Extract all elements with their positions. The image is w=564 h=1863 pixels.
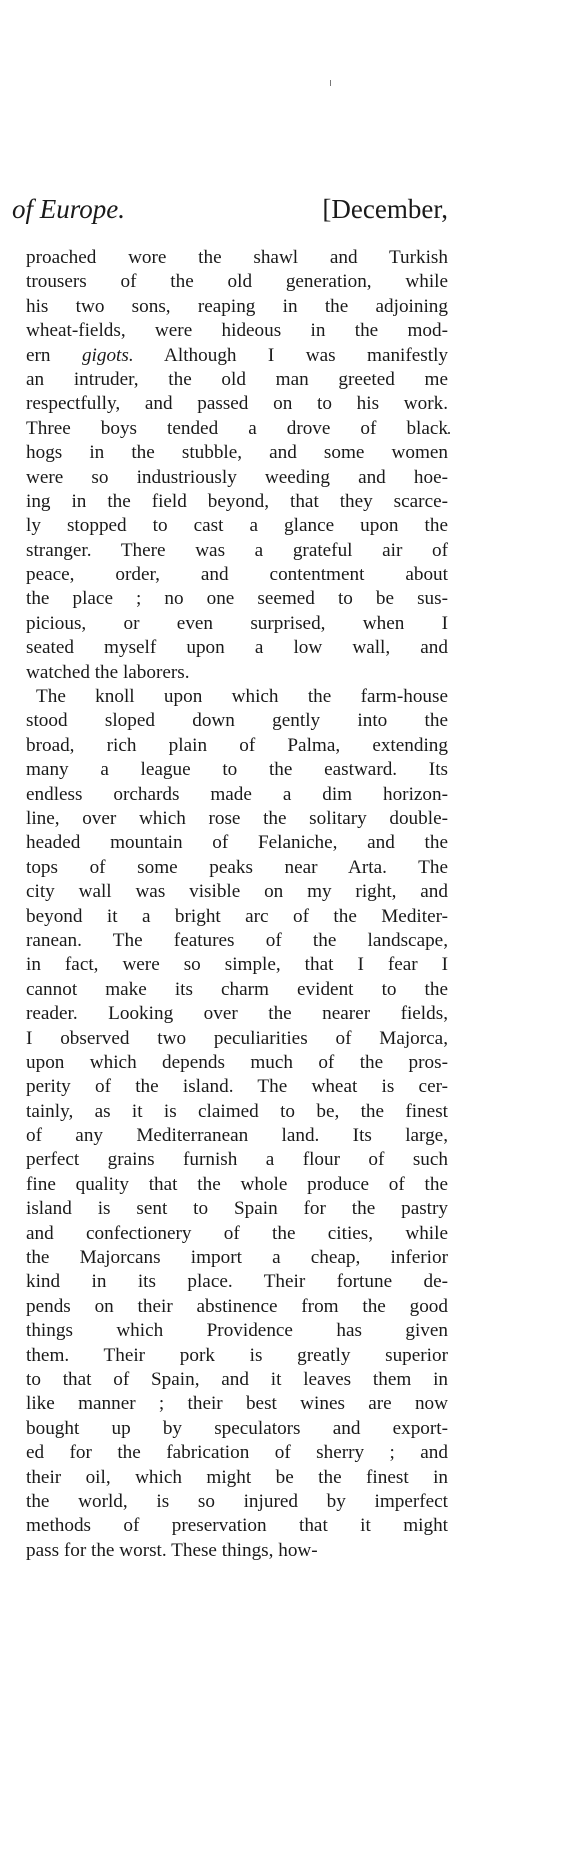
text-line: pends on their abstinence from the good: [26, 1295, 448, 1317]
text-line: beyond it a bright arc of the Mediter-: [26, 905, 448, 927]
paragraph-2: [26, 685, 448, 1563]
text-line: endless orchards made a dim horizon-: [26, 783, 448, 805]
text-line: hogs in the stubble, and some women: [26, 442, 448, 464]
text-line: headed mountain of Felaniche, and the: [26, 832, 448, 854]
text-line: respectfully, and passed on to his work.: [26, 393, 448, 415]
text-line: peace, order, and contentment about: [26, 564, 448, 586]
text-line: Three boys tended a drove of black: [26, 417, 448, 439]
text-line: an intruder, the old man greeted me: [26, 368, 448, 390]
text-line: tops of some peaks near Arta. The: [26, 856, 448, 878]
text-line: ern gigots. Although I was manifestly: [26, 344, 449, 366]
text-line: many a league to the eastward. Its: [26, 759, 448, 781]
text-line: wheat-fields, were hideous in the mod-: [26, 320, 448, 342]
text-line: watched the laborers.: [26, 661, 190, 683]
text-line: perity of the island. The wheat is cer-: [26, 1076, 448, 1098]
body-text: [26, 246, 448, 1563]
text-line: perfect grains furnish a flour of such: [26, 1149, 448, 1171]
text-line: trousers of the old generation, while: [26, 271, 448, 293]
text-line: broad, rich plain of Palma, extending: [26, 734, 448, 756]
text-line: ed for the fabrication of sherry ; and: [26, 1442, 448, 1464]
text-line: the place ; no one seemed to be sus-: [26, 588, 448, 610]
text-line: his two sons, reaping in the adjoining: [26, 295, 448, 317]
text-line: of any Mediterranean land. Its large,: [26, 1125, 448, 1147]
print-speck: [448, 432, 450, 434]
running-head-date: [December,: [322, 194, 448, 224]
text-line: to that of Spain, and it leaves them in: [26, 1368, 448, 1390]
text-line: picious, or even surprised, when I: [26, 612, 448, 634]
paragraph-1: [26, 246, 448, 685]
text-line: in fact, were so simple, that I fear I: [26, 954, 448, 976]
text-line: city wall was visible on my right, and: [26, 881, 448, 903]
text-line: fine quality that the whole produce of the: [26, 1173, 448, 1195]
text-line: things which Providence has given: [26, 1320, 448, 1342]
text-line: pass for the worst. These things, how-: [26, 1539, 318, 1561]
text-line: the world, is so injured by imperfect: [26, 1490, 448, 1512]
text-line: like manner ; their best wines are now: [26, 1393, 448, 1415]
print-mark: [330, 80, 331, 86]
running-head: [12, 192, 448, 226]
text-line: upon which depends much of the pros-: [26, 1051, 448, 1073]
text-line: were so industriously weeding and hoe-: [26, 466, 448, 488]
text-line: proached wore the shawl and Turkish: [26, 247, 448, 268]
text-line: them. Their pork is greatly superior: [26, 1344, 448, 1366]
text-line: tainly, as it is claimed to be, the finest: [26, 1100, 448, 1122]
text-line: stood sloped down gently into the: [26, 710, 448, 732]
text-line: ranean. The features of the landscape,: [26, 929, 448, 951]
text-line: seated myself upon a low wall, and: [26, 637, 448, 659]
text-line: I observed two peculiarities of Majorca,: [26, 1027, 448, 1049]
text-line: bought up by speculators and export-: [26, 1417, 448, 1439]
text-line: and confectionery of the cities, while: [26, 1222, 448, 1244]
text-line: stranger. There was a grateful air of: [26, 539, 448, 561]
text-line: ing in the field beyond, that they scarce-: [26, 490, 448, 512]
text-line: island is sent to Spain for the pastry: [26, 1198, 448, 1220]
text-line: The knoll upon which the farm-house: [36, 686, 448, 708]
running-head-title: of Europe.: [12, 194, 125, 224]
text-line: ly stopped to cast a glance upon the: [26, 515, 448, 537]
text-line: kind in its place. Their fortune de-: [26, 1271, 448, 1293]
text-line: methods of preservation that it might: [26, 1515, 448, 1537]
text-line: line, over which rose the solitary double-: [26, 807, 448, 829]
text-line: the Majorcans import a cheap, inferior: [26, 1247, 448, 1269]
text-line: cannot make its charm evident to the: [26, 978, 448, 1000]
text-line: their oil, which might be the finest in: [26, 1466, 448, 1488]
text-line: reader. Looking over the nearer fields,: [26, 1003, 448, 1025]
